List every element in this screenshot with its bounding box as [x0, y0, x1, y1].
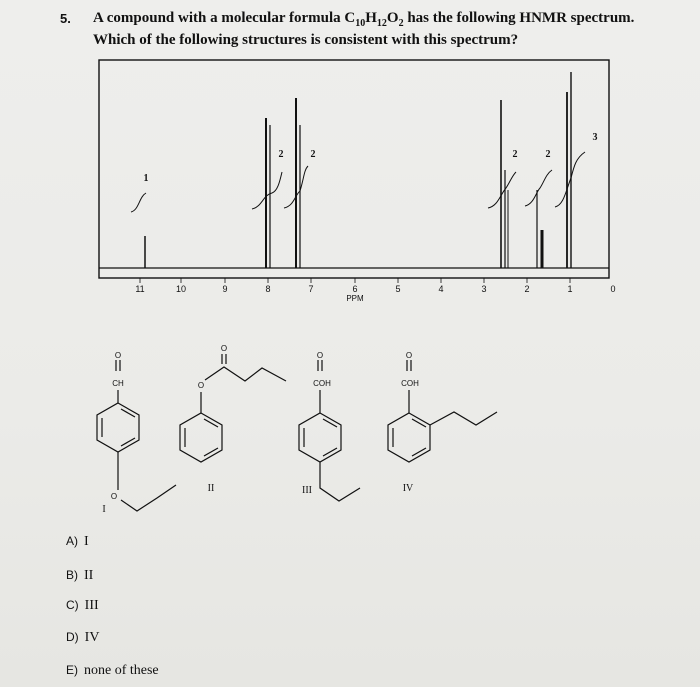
structure-III-labels	[302, 351, 331, 496]
choice-a[interactable]	[66, 534, 89, 550]
choice-letter: C)	[66, 598, 79, 612]
tick-label: 0	[610, 284, 616, 294]
integration-curve-5	[525, 170, 552, 206]
integration-value: 2	[512, 149, 518, 160]
choice-b[interactable]	[66, 568, 93, 584]
oxygen-label: O	[114, 351, 122, 360]
choice-text: III	[84, 598, 99, 613]
question-line-2: Which of the following structures is consistent with this spectrum?	[93, 32, 519, 48]
tick-label: 11	[135, 284, 145, 294]
structure-I-labels	[102, 351, 124, 515]
tick-label: 6	[352, 284, 358, 294]
ch-label: CH	[112, 379, 124, 388]
coh-label: COH	[313, 379, 331, 388]
choice-letter: D)	[66, 630, 79, 644]
oxygen-label: O	[110, 492, 118, 501]
structure-label-II: II	[207, 483, 215, 494]
axis-tick-labels	[135, 284, 615, 303]
question-number: 5.	[60, 11, 71, 26]
structure-label-IV: IV	[402, 483, 414, 494]
choice-letter: B)	[66, 568, 78, 582]
structure-label-I: I	[102, 504, 106, 515]
integration-value: 2	[310, 149, 316, 160]
spectrum-frame	[99, 60, 609, 278]
integration-value: 2	[278, 149, 284, 160]
integration-value: 1	[143, 173, 149, 184]
tick-label: 7	[308, 284, 314, 294]
choice-e[interactable]	[66, 663, 159, 679]
choice-text: I	[84, 534, 89, 549]
structure-I	[97, 360, 176, 511]
structure-II	[180, 354, 286, 462]
oxygen-label: O	[405, 351, 413, 360]
oxygen-label: O	[220, 344, 228, 353]
axis-ticks	[140, 278, 570, 283]
integration-value: 2	[545, 149, 551, 160]
tick-label: 9	[222, 284, 228, 294]
tick-label: 3	[481, 284, 487, 294]
tick-label: 5	[395, 284, 401, 294]
structure-label-III: III	[302, 485, 312, 496]
oxygen-label: O	[316, 351, 324, 360]
choice-text: II	[84, 568, 94, 583]
structure-IV-labels	[401, 351, 419, 494]
integration-curve-4	[488, 172, 516, 208]
choice-d[interactable]	[66, 630, 99, 646]
integration-curve-1	[131, 193, 146, 212]
tick-label: 4	[438, 284, 444, 294]
choice-letter: E)	[66, 663, 78, 677]
tick-label: 10	[175, 284, 187, 294]
nmr-spectrum	[99, 60, 609, 283]
question-line-1: A compound with a molecular formula $C_{10}H_{12}O_2$ has the following HNMR spectrum.	[93, 10, 635, 29]
choice-c[interactable]	[66, 598, 99, 614]
tick-label: 8	[265, 284, 271, 294]
structure-IV	[388, 360, 497, 462]
coh-label: COH	[401, 379, 419, 388]
choice-letter: A)	[66, 534, 78, 548]
integration-labels	[144, 132, 598, 184]
choice-text: IV	[84, 630, 100, 645]
tick-label: 2	[524, 284, 530, 294]
oxygen-label: O	[197, 381, 205, 390]
axis-unit-label: PPM	[346, 294, 364, 303]
integration-curve-6	[555, 152, 585, 207]
tick-label: 1	[567, 284, 573, 294]
choice-text: none of these	[84, 663, 159, 678]
integration-value: 3	[592, 132, 598, 143]
